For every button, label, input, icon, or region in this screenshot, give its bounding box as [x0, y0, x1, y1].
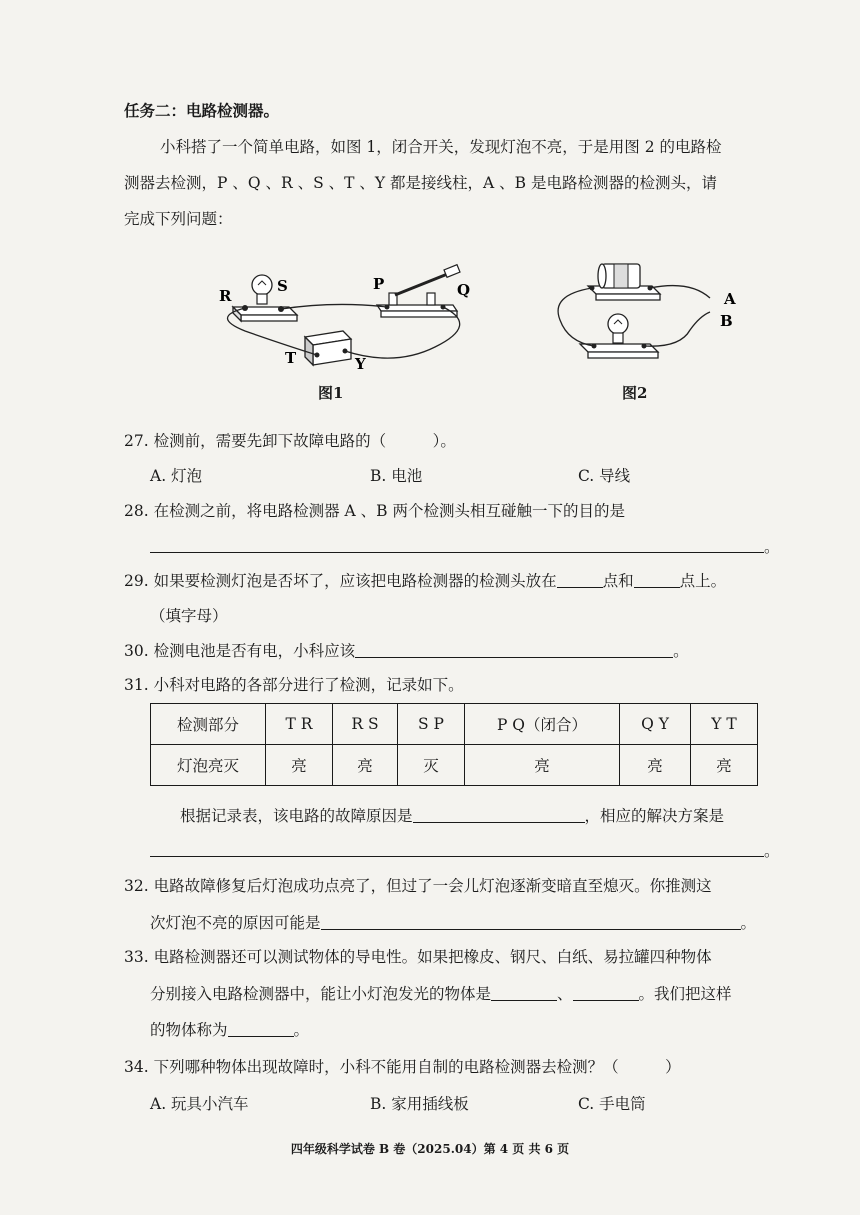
q29-part2: 点和 [602, 572, 634, 590]
q31-follow-1: 根据记录表，该电路的故障原因是 [180, 807, 413, 825]
table-cell: 亮 [333, 745, 398, 786]
task-title: 任务二：电路检测器。 [124, 101, 280, 120]
q34-option-c[interactable]: C. 手电筒 [578, 1095, 646, 1113]
q33-blank-1[interactable] [491, 984, 557, 1001]
q27-text: 27. 检测前，需要先卸下故障电路的（ ）。 [124, 432, 456, 450]
table-header-cell: T R [266, 704, 333, 745]
bulb-icon [252, 275, 272, 295]
record-table [150, 703, 758, 786]
table-cell: 灯泡亮灭 [151, 745, 266, 786]
table-header-cell: R S [333, 704, 398, 745]
q28-end: 。 [764, 538, 780, 556]
table-header-row [151, 704, 758, 745]
q34-text: 34. 下列哪种物体出现故障时，小科不能用自制的电路检测器去检测？（ ） [124, 1058, 681, 1076]
q31-follow-2: ，相应的解决方案是 [584, 807, 725, 825]
wire-s-p [281, 304, 387, 309]
q29-blank-1[interactable] [557, 571, 603, 588]
q30-end: 。 [673, 642, 689, 660]
label-y: Y [355, 355, 366, 373]
q32-line-1: 32. 电路故障修复后灯泡成功点亮了，但过了一会儿灯泡逐渐变暗直至熄灭。你推测这 [124, 877, 712, 895]
intro-line-3: 完成下列问题： [124, 210, 233, 228]
table-cell: 亮 [465, 745, 620, 786]
q32-end: 。 [740, 914, 757, 932]
q31-cause-blank[interactable] [413, 806, 585, 823]
table-header-cell: P Q（闭合） [465, 704, 620, 745]
q34-option-b[interactable]: B. 家用插线板 [370, 1095, 469, 1113]
q31-solution-blank[interactable] [150, 855, 764, 857]
q30-text: 30. 检测电池是否有电，小科应该 [124, 642, 356, 660]
detector-bulb-icon [608, 314, 628, 334]
detector-wire-left [558, 288, 594, 346]
table-row [151, 745, 758, 786]
q33-line-2 [150, 983, 732, 1005]
probe-b-wire [644, 312, 710, 346]
table-header-cell: 检测部分 [151, 704, 266, 745]
q29-part1: 29. 如果要检测灯泡是否坏了，应该把电路检测器的检测头放在 [124, 572, 557, 590]
figure-1-caption: 图1 [318, 384, 344, 402]
q31-follow-line [180, 805, 724, 827]
q32-answer-blank[interactable] [321, 913, 741, 930]
q30-line [124, 640, 689, 662]
battery-box [305, 331, 351, 365]
q27-option-c[interactable]: C. 导线 [578, 467, 631, 485]
q31-end: 。 [764, 842, 780, 860]
q33-line-3 [150, 1019, 309, 1041]
figure-1-circuit [205, 255, 495, 380]
figure-2-caption: 图2 [622, 384, 648, 402]
label-a: A [724, 290, 736, 308]
label-t: T [285, 349, 297, 367]
q33-line-1: 33. 电路检测器还可以测试物体的导电性。如果把橡皮、钢尺、白纸、易拉罐四种物体 [124, 948, 712, 966]
table-cell: 亮 [620, 745, 691, 786]
q29-note: （填字母） [150, 607, 228, 625]
q33-line2-c: 。我们把这样 [638, 985, 732, 1003]
q33-blank-3[interactable] [228, 1020, 294, 1037]
label-b: B [720, 312, 733, 330]
table-header-cell: Y T [691, 704, 758, 745]
label-q: Q [457, 281, 471, 299]
q32-line-2 [150, 912, 756, 934]
q32-text: 次灯泡不亮的原因可能是 [150, 914, 321, 932]
intro-line-1: 小科搭了一个简单电路，如图 1，闭合开关，发现灯泡不亮，于是用图 2 的电路检 [160, 138, 722, 156]
q33-line3-b: 。 [293, 1021, 310, 1039]
label-p: P [373, 275, 385, 293]
table-header-cell: Q Y [620, 704, 691, 745]
intro-line-2: 测器去检测，P 、Q 、R 、S 、T 、Y 都是接线柱，A 、B 是电路检测器的检测头，请 [124, 174, 717, 192]
table-header-cell: S P [398, 704, 465, 745]
label-r: R [219, 287, 232, 305]
page-footer: 四年级科学试卷 B 卷（2025.04）第 4 页 共 6 页 [290, 1142, 570, 1156]
q28-answer-blank[interactable] [150, 551, 764, 553]
table-cell: 亮 [266, 745, 333, 786]
q33-line3-a: 的物体称为 [150, 1021, 228, 1039]
label-s: S [277, 277, 288, 295]
battery-holder [588, 264, 660, 300]
q28-text: 28. 在检测之前，将电路检测器 A 、B 两个检测头相互碰触一下的目的是 [124, 502, 625, 520]
q33-blank-2[interactable] [573, 984, 639, 1001]
figure-2-detector [550, 250, 750, 375]
q31-text: 31. 小科对电路的各部分进行了检测，记录如下。 [124, 676, 464, 694]
q29-line [124, 570, 726, 592]
q30-answer-blank[interactable] [355, 641, 673, 658]
q27-option-b[interactable]: B. 电池 [370, 467, 423, 485]
table-cell: 灭 [398, 745, 465, 786]
q33-line2-a: 分别接入电路检测器中，能让小灯泡发光的物体是 [150, 985, 492, 1003]
table-cell: 亮 [691, 745, 758, 786]
q34-option-a[interactable]: A. 玩具小汽车 [150, 1095, 249, 1113]
detector-bulb-holder [580, 314, 658, 358]
q33-line2-b: 、 [557, 985, 573, 1003]
q29-blank-2[interactable] [634, 571, 680, 588]
q27-option-a[interactable]: A. 灯泡 [150, 467, 203, 485]
q29-part3: 点上。 [679, 572, 727, 590]
